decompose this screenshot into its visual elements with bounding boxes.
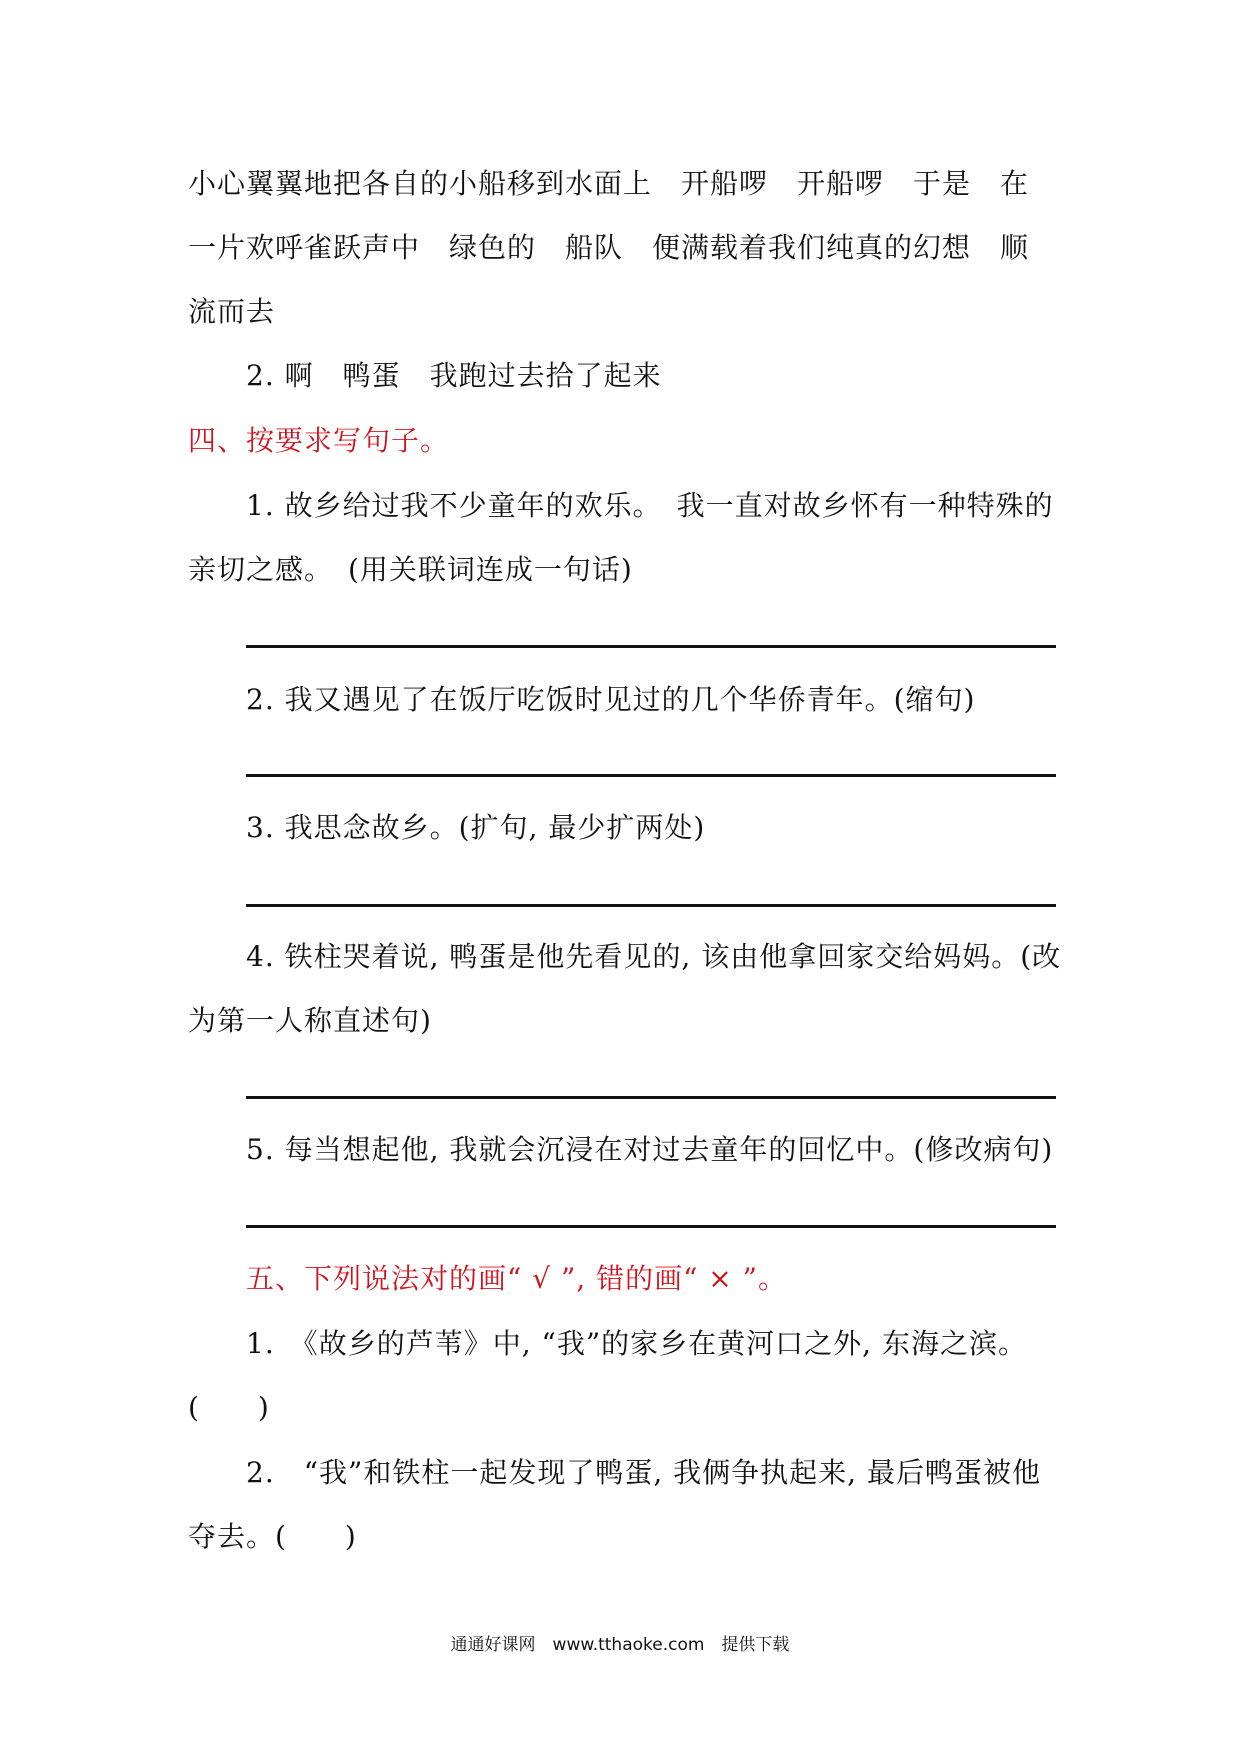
answer-line-5[interactable] — [246, 1225, 1056, 1228]
answer-line-1[interactable] — [246, 645, 1056, 648]
footer-source: 通通好课网 www.tthaoke.com 提供下载 — [450, 1635, 790, 1655]
passage-line-3: 流而去 — [188, 295, 276, 328]
s5-question-2-line-2[interactable]: 夺去。( ) — [188, 1520, 357, 1553]
section-5-heading: 五、下列说法对的画“ √ ”, 错的画“ × ”。 — [246, 1262, 787, 1295]
s4-question-5: 5. 每当想起他, 我就会沉浸在对过去童年的回忆中。(修改病句) — [246, 1133, 1054, 1166]
passage-line-2: 一片欢呼雀跃声中 绿色的 船队 便满载着我们纯真的幻想 顺 — [188, 231, 1030, 264]
s4-question-4-line-1: 4. 铁柱哭着说, 鸭蛋是他先看见的, 该由他拿回家交给妈妈。(改 — [246, 940, 1062, 973]
answer-line-2[interactable] — [246, 774, 1056, 777]
answer-line-4[interactable] — [246, 1096, 1056, 1099]
s5-question-1-answer-blank[interactable]: ( ) — [188, 1391, 270, 1424]
s4-question-4-line-2: 为第一人称直述句) — [188, 1004, 432, 1037]
s4-question-1-line-1: 1. 故乡给过我不少童年的欢乐。 我一直对故乡怀有一种特殊的 — [246, 489, 1054, 522]
s5-question-1-line-1: 1. 《故乡的芦苇》中, “我”的家乡在黄河口之外, 东海之滨。 — [246, 1327, 1027, 1360]
section-4-heading: 四、按要求写句子。 — [188, 424, 450, 457]
s5-question-2-line-1: 2. “我”和铁柱一起发现了鸭蛋, 我俩争执起来, 最后鸭蛋被他 — [246, 1456, 1041, 1489]
s4-question-3: 3. 我思念故乡。(扩句, 最少扩两处) — [246, 811, 706, 844]
punctuation-item-2: 2. 啊 鸭蛋 我跑过去拾了起来 — [246, 359, 662, 392]
s4-question-1-line-2: 亲切之感。 (用关联词连成一句话) — [188, 553, 633, 586]
passage-line-1: 小心翼翼地把各自的小船移到水面上 开船啰 开船啰 于是 在 — [188, 167, 1030, 200]
s4-question-2: 2. 我又遇见了在饭厅吃饭时见过的几个华侨青年。(缩句) — [246, 683, 976, 716]
answer-line-3[interactable] — [246, 904, 1056, 907]
